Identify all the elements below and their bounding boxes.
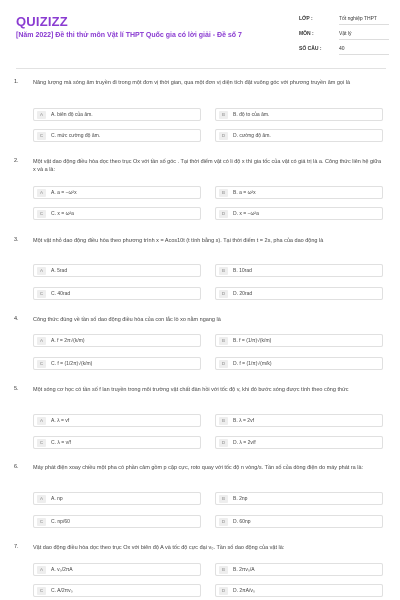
question-text: Máy phát điện xoay chiều một pha có phần cảm gồm p cặp cực, roto quay với tốc độ n vòng/s. Tần số của dòng điện do máy phát ra là:	[33, 465, 364, 471]
option-letter-badge: D	[219, 132, 228, 140]
option-b[interactable]	[215, 492, 383, 505]
option-letter-badge: B	[219, 111, 228, 119]
option-letter-badge: B	[219, 495, 228, 503]
option-b[interactable]	[215, 186, 383, 199]
option-text: C. np/60	[51, 519, 70, 525]
count-label: SỐ CÂU :	[299, 46, 322, 52]
option-text: D. 60np	[233, 519, 251, 525]
page-header	[0, 0, 400, 80]
option-letter-badge: A	[37, 566, 46, 574]
option-d[interactable]	[215, 129, 383, 142]
option-text: C. f = (1/2π)√(k/m)	[51, 361, 93, 367]
option-text: C. 40rad	[51, 291, 71, 297]
option-letter-badge: D	[219, 360, 228, 368]
question-number: 2.	[14, 158, 19, 164]
option-a[interactable]	[33, 492, 201, 505]
option-letter-badge: A	[37, 267, 46, 275]
option-text: A. f = 2π√(k/m)	[51, 338, 85, 344]
option-letter-badge: B	[219, 566, 228, 574]
option-text: C. A/2πv₀	[51, 588, 73, 594]
question-text: Vật dao động điều hòa dọc theo trục Ox với biên độ A và tốc độ cực đại v₀. Tần số dao động của vật là:	[33, 545, 285, 551]
option-text: D. cường độ âm.	[233, 133, 271, 139]
option-c[interactable]	[33, 207, 201, 220]
option-letter-badge: D	[219, 210, 228, 218]
question-number: 1.	[14, 79, 19, 85]
class-value: Tốt nghiệp THPT	[339, 16, 377, 22]
option-letter-badge: A	[37, 111, 46, 119]
option-text: D. λ = 2v/f	[233, 440, 256, 446]
option-text: A. v₀/2πA	[51, 567, 73, 573]
option-b[interactable]	[215, 563, 383, 576]
option-text: B. 2πv₀/A	[233, 567, 255, 573]
option-letter-badge: B	[219, 189, 228, 197]
option-letter-badge: D	[219, 518, 228, 526]
option-text: B. a = ω²x	[233, 190, 256, 196]
option-text: A. biên độ của âm.	[51, 112, 93, 118]
option-d[interactable]	[215, 584, 383, 597]
option-text: B. f = (1/π)√(k/m)	[233, 338, 272, 344]
question-number: 4.	[14, 316, 19, 322]
question-text: Công thức đúng về tần số dao động điều hòa của con lắc lò xo nằm ngang là	[33, 317, 221, 323]
option-a[interactable]	[33, 264, 201, 277]
option-letter-badge: C	[37, 587, 46, 595]
document-title: [Năm 2022] Đề thi thử môn Vật lí THPT Quốc gia có lời giải - Đề số 7	[16, 32, 242, 39]
option-text: A. λ = vf	[51, 418, 70, 424]
option-text: B. λ = 2vf	[233, 418, 254, 424]
option-a[interactable]	[33, 563, 201, 576]
option-c[interactable]	[33, 287, 201, 300]
option-letter-badge: C	[37, 360, 46, 368]
option-letter-badge: C	[37, 210, 46, 218]
option-c[interactable]	[33, 129, 201, 142]
option-letter-badge: A	[37, 189, 46, 197]
option-letter-badge: A	[37, 417, 46, 425]
option-text: D. 2πA/v₀	[233, 588, 255, 594]
option-letter-badge: D	[219, 587, 228, 595]
option-text: C. λ = v/f	[51, 440, 71, 446]
option-d[interactable]	[215, 436, 383, 449]
option-letter-badge: C	[37, 132, 46, 140]
option-text: A. 5rad	[51, 268, 68, 274]
option-c[interactable]	[33, 436, 201, 449]
option-d[interactable]	[215, 287, 383, 300]
option-letter-badge: C	[37, 439, 46, 447]
option-text: D. f = (1/π)√(m/k)	[233, 361, 272, 367]
option-c[interactable]	[33, 584, 201, 597]
option-letter-badge: A	[37, 337, 46, 345]
option-text: C. x = ω²a	[51, 211, 74, 217]
option-text: D. x = −ω²a	[233, 211, 259, 217]
option-letter-badge: D	[219, 439, 228, 447]
option-text: D. 20rad	[233, 291, 253, 297]
option-a[interactable]	[33, 334, 201, 347]
question-number: 6.	[14, 464, 19, 470]
option-d[interactable]	[215, 207, 383, 220]
option-text: C. mức cường độ âm.	[51, 133, 101, 139]
class-underline	[339, 24, 389, 25]
question-text: Một sóng cơ học có tần số f lan truyền trong môi trường vật chất đàn hồi với tốc độ v, khi đó bước sóng được tính theo công thức	[33, 387, 349, 393]
option-d[interactable]	[215, 515, 383, 528]
question-number: 7.	[14, 544, 19, 550]
option-letter-badge: A	[37, 495, 46, 503]
subject-value: Vật lý	[339, 31, 352, 37]
option-a[interactable]	[33, 414, 201, 427]
option-b[interactable]	[215, 414, 383, 427]
option-letter-badge: C	[37, 518, 46, 526]
class-label: LỚP :	[299, 16, 313, 22]
count-value: 40	[339, 46, 345, 52]
option-text: B. 2np	[233, 496, 248, 502]
option-a[interactable]	[33, 186, 201, 199]
quizizz-logo: QUIZIZZ	[16, 14, 68, 29]
option-a[interactable]	[33, 108, 201, 121]
option-c[interactable]	[33, 515, 201, 528]
option-letter-badge: B	[219, 337, 228, 345]
option-b[interactable]	[215, 264, 383, 277]
question-number: 3.	[14, 237, 19, 243]
question-text: Một vật nhỏ dao động điều hòa theo phương trình x = Acos10t (t tính bằng s). Tại thời điểm t = 2s, pha của dao động là	[33, 238, 324, 244]
option-d[interactable]	[215, 357, 383, 370]
header-divider	[16, 68, 386, 69]
option-text: B. 10rad	[233, 268, 252, 274]
question-number: 5.	[14, 386, 19, 392]
subject-underline	[339, 39, 389, 40]
subject-label: MÔN :	[299, 31, 314, 37]
count-underline	[339, 54, 389, 55]
option-c[interactable]	[33, 357, 201, 370]
option-letter-badge: C	[37, 290, 46, 298]
option-b[interactable]	[215, 108, 383, 121]
option-text: B. độ to của âm.	[233, 112, 270, 118]
option-b[interactable]	[215, 334, 383, 347]
option-letter-badge: B	[219, 417, 228, 425]
option-text: A. np	[51, 496, 63, 502]
option-letter-badge: B	[219, 267, 228, 275]
option-letter-badge: D	[219, 290, 228, 298]
option-text: A. a = −ω²x	[51, 190, 77, 196]
question-text: Một vật dao động điều hòa dọc theo trục Ox với tần số góc . Tại thời điểm vật có li độ x thì gia tốc của vật có giá trị là a. Công thức liên hệ giữa x và a là:	[33, 159, 382, 173]
question-text: Năng lượng mà sóng âm truyền đi trong một đơn vị thời gian, qua một đơn vị diện tích đặt vuông góc với phương truyền âm gọi là	[33, 80, 351, 86]
